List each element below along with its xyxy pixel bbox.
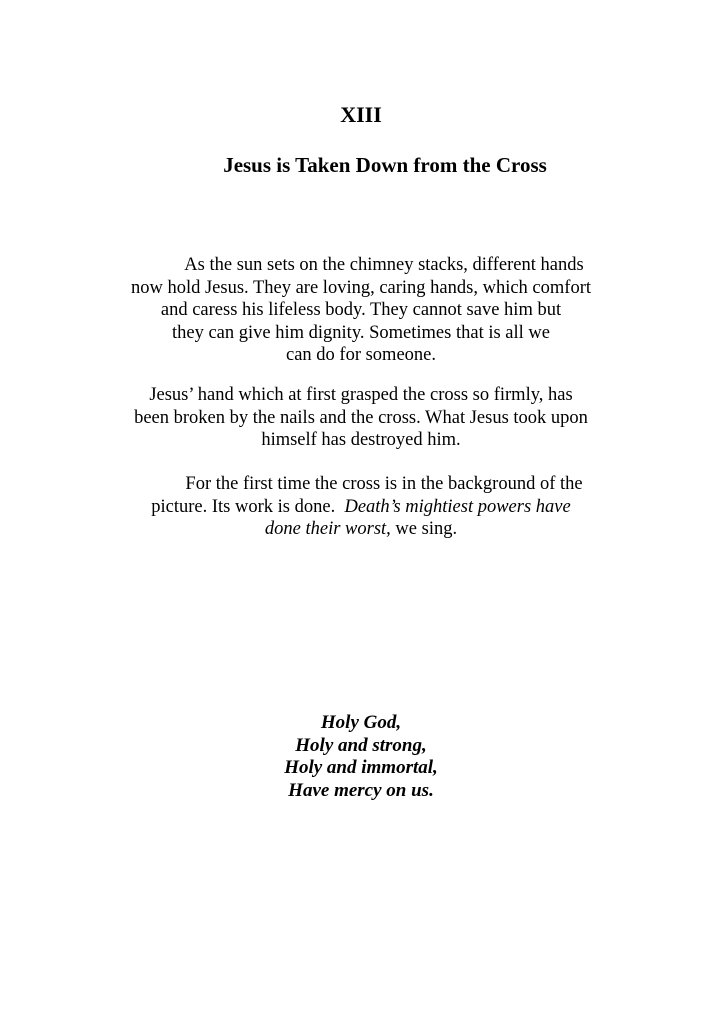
hymn-quote: Death’s mightiest powers have: [344, 496, 571, 517]
paragraph-3: [98, 473, 624, 541]
paragraph-3-text: , we sing.: [386, 519, 458, 539]
paragraph-1: [98, 254, 624, 367]
station-numeral: XIII: [340, 102, 382, 127]
paragraph-2-line: been broken by the nails and the cross. What Jesus took upon: [134, 407, 588, 428]
prayer-line: Have mercy on us.: [288, 779, 434, 801]
hymn-quote: done their worst: [264, 519, 387, 539]
paragraph-3-text: picture. Its work is done.: [151, 496, 345, 517]
paragraph-3-line: For the first time the cross is in the background of the: [185, 474, 583, 494]
paragraph-3-line: [98, 518, 624, 541]
prayer-block: [0, 712, 722, 802]
paragraph-2: [98, 384, 624, 452]
station-title: Jesus is Taken Down from the Cross: [223, 153, 547, 177]
prayer-line: Holy and immortal,: [284, 757, 438, 778]
prayer-line: Holy and strong,: [295, 734, 427, 756]
paragraph-3-line: [98, 496, 624, 519]
paragraph-2-line: Jesus’ hand which at first grasped the cross so firmly, has: [149, 385, 573, 405]
paragraph-1-line: and caress his lifeless body. They cannot save him but: [160, 300, 562, 320]
prayer-line: Holy God,: [320, 712, 402, 733]
paragraph-1-line: can do for someone.: [285, 345, 436, 365]
paragraph-1-line: they can give him dignity. Sometimes that is all we: [172, 322, 550, 343]
paragraph-1-line: As the sun sets on the chimney stacks, different hands: [184, 255, 584, 275]
paragraph-1-line: now hold Jesus. They are loving, caring hands, which comfort: [130, 277, 591, 298]
paragraph-2-line: himself has destroyed him.: [261, 430, 461, 450]
